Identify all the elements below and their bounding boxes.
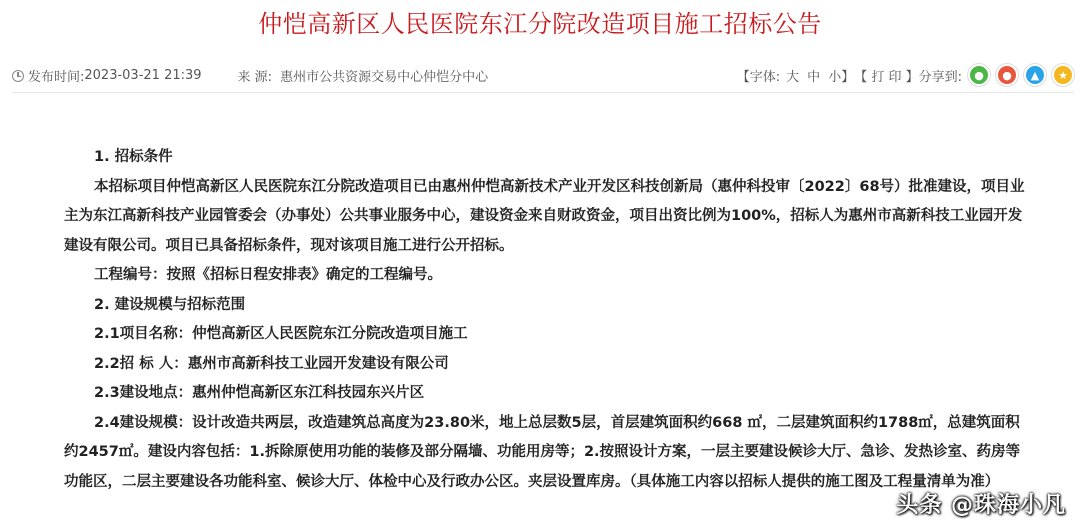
article-meta (12, 62, 1074, 88)
qzone-share-icon[interactable]: ★ (1052, 64, 1074, 86)
wechat-share-icon[interactable]: ● (968, 64, 990, 86)
font-small-link[interactable]: 小】 (828, 69, 855, 85)
paragraph: 本招标项目仲恺高新区人民医院东江分院改造项目已由惠州仲恺高新技术产业开发区科技创新局（惠仲科投审〔2022〕68号）批准建设，项目业主为东江高新科技产业园管委会（办事处）公共事业服务中心，建设资金来自财政资金，项目出资比例为100%，招标人为惠州市高新科技工业园开发建设有限公司。项目已具备招标条件，现对该项目施工进行公开招标。 (64, 178, 1025, 254)
meta-tools (737, 62, 1074, 88)
publish-label: 发布时间: (28, 70, 85, 85)
share-label: 分享到: (918, 69, 962, 85)
paragraph: 2.2招 标 人：惠州市高新科技工业园开发建设有限公司 (94, 355, 449, 372)
paragraph: 2.3建设地点：惠州仲恺高新区东江科技园东兴片区 (94, 385, 425, 401)
article-body (64, 143, 1034, 497)
source-value: 惠州市公共资源交易中心仲恺分中心 (280, 70, 489, 85)
font-size-label: 【字体: (736, 69, 781, 85)
publish-time: 2023-03-21 21:39 (84, 68, 202, 83)
paragraph: 2. 建设规模与招标范围 (94, 296, 246, 313)
font-large-link[interactable]: 大 (786, 69, 800, 85)
divider (12, 92, 1074, 93)
paragraph: 2.4建设规模：设计改造共两层，改造建筑总高度为23.80米，地上总层数5层，首层建筑面积约668 ㎡，二层建筑面积约1788㎡，总建筑面积约2457㎡。建设内容包括：1.拆除原使用功能的装修及部分隔墙、功能用房等；2.按照设计方案，一层主要建设候诊大厅、急诊、发热诊室、药房等功能区，二层主要建设各功能科室、候诊大厅、体检中心及行政办公区。夹层设置库房。（具体施工内容以招标人提供的施工图及工程量清单为准） (64, 414, 1021, 490)
paragraph: 2.1项目名称：仲恺高新区人民医院东江分院改造项目施工 (94, 326, 468, 342)
clock-icon (12, 70, 24, 82)
page-title: 仲恺高新区人民医院东江分院改造项目施工招标公告 (258, 10, 822, 38)
qq-share-icon[interactable]: ▲ (1024, 64, 1046, 86)
font-medium-link[interactable]: 中 (807, 69, 821, 85)
watermark: 头条 @珠海小凡 (896, 493, 1066, 518)
source-label: 来 源: (237, 70, 273, 85)
weibo-share-icon[interactable]: ● (996, 64, 1018, 86)
paragraph: 工程编号：按照《招标日程安排表》确定的工程编号。 (94, 267, 442, 283)
share-buttons (962, 64, 1074, 86)
meta-left (12, 66, 488, 85)
paragraph: 1. 招标条件 (94, 149, 173, 165)
print-link[interactable]: 【 打 印 】 (854, 69, 919, 85)
